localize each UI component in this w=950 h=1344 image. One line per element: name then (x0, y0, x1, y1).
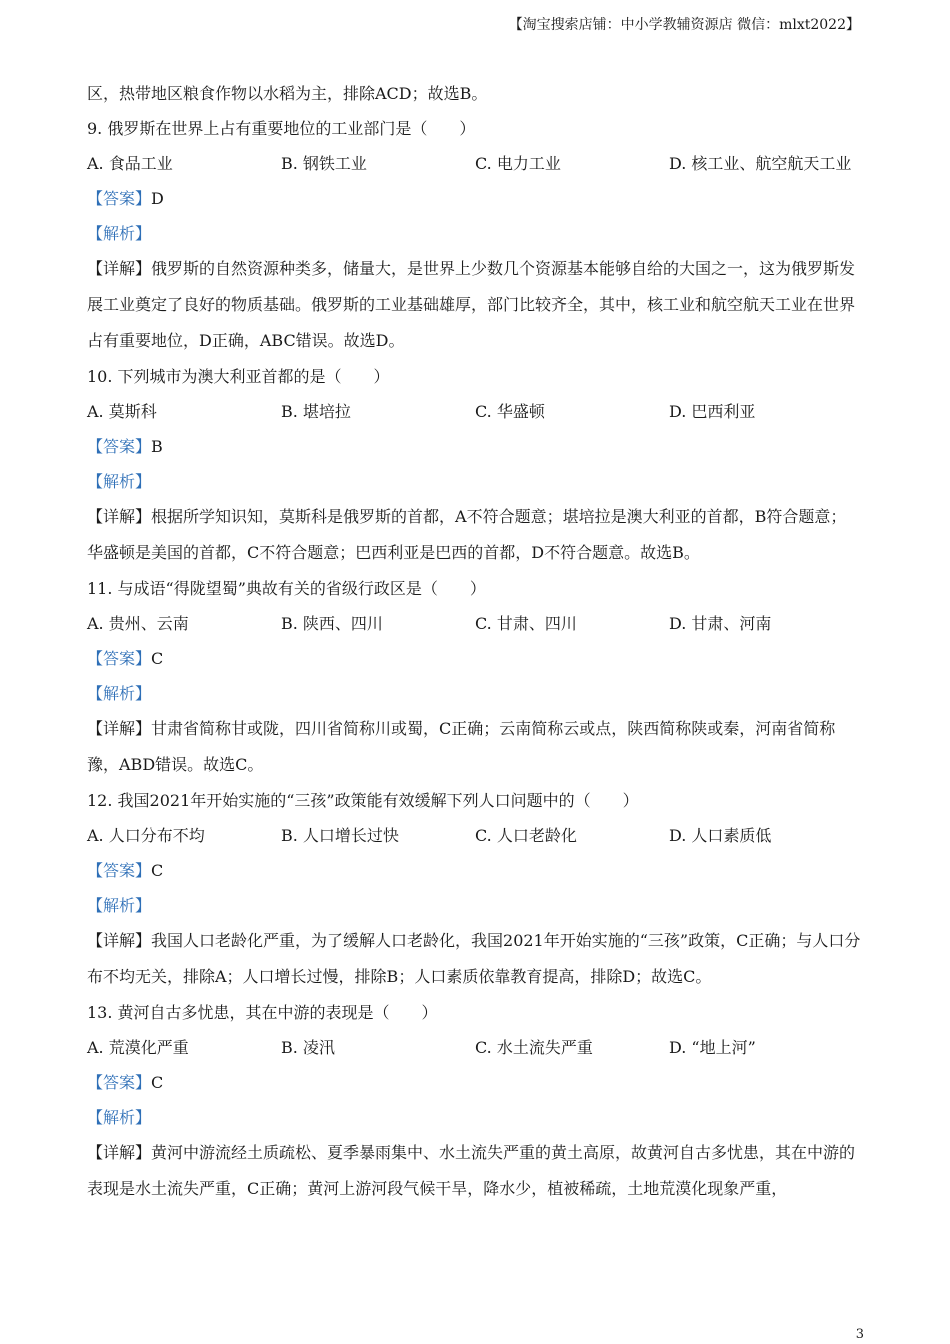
answer-line (87, 641, 862, 676)
answer-value: D (151, 189, 164, 208)
detail-text: 俄罗斯的自然资源种类多，储量大，是世界上少数几个资源基本能够自给的大国之一，这为俄罗斯发展工业奠定了良好的物质基础。俄罗斯的工业基础雄厚，部门比较齐全，其中，核工业和航空航天工业在世界占有重要地位，D正确，ABC错误。故选D。 (87, 259, 856, 350)
detail-text: 我国人口老龄化严重，为了缓解人口老龄化，我国2021年开始实施的“三孩”政策，C正确；与人口分布不均无关，排除A；人口增长过慢，排除B；人口素质依靠教育提高，排除D；故选C。 (87, 931, 861, 986)
analysis-line (87, 216, 862, 251)
detail-label: 【详解】 (87, 507, 152, 526)
option-c: C. 水土流失严重 (475, 1038, 593, 1057)
question-block (87, 783, 862, 995)
option-a: A. 食品工业 (87, 154, 173, 173)
answer-line (87, 181, 862, 216)
option-d: D. 核工业、航空航天工业 (669, 154, 852, 173)
detail-paragraph (87, 711, 862, 783)
page-header: 【淘宝搜索店铺：中小学教辅资源店 微信：mlxt2022】 (508, 17, 860, 33)
question-stem: 11. 与成语“得陇望蜀”典故有关的省级行政区是（ ） (87, 579, 486, 598)
option-a: A. 莫斯科 (87, 402, 157, 421)
detail-paragraph (87, 499, 862, 571)
answer-value: C (151, 1073, 164, 1092)
analysis-label: 【解析】 (87, 224, 152, 243)
answer-label: 【答案】 (87, 649, 152, 668)
analysis-line (87, 888, 862, 923)
question-options (87, 818, 862, 853)
option-b: B. 堪培拉 (281, 402, 351, 421)
detail-paragraph (87, 923, 862, 995)
detail-label: 【详解】 (87, 259, 152, 278)
answer-value: C (151, 861, 164, 880)
answer-label: 【答案】 (87, 1073, 152, 1092)
analysis-label: 【解析】 (87, 1108, 152, 1127)
question-stem: 9. 俄罗斯在世界上占有重要地位的工业部门是（ ） (87, 119, 476, 138)
question-options (87, 394, 862, 429)
answer-label: 【答案】 (87, 861, 152, 880)
option-d: D. 甘肃、河南 (669, 614, 772, 633)
option-d: D. “地上河” (669, 1038, 756, 1057)
question-stem: 12. 我国2021年开始实施的“三孩”政策能有效缓解下列人口问题中的（ ） (87, 791, 639, 810)
option-c: C. 电力工业 (475, 154, 561, 173)
answer-label: 【答案】 (87, 189, 152, 208)
analysis-line (87, 1100, 862, 1135)
document-body (87, 76, 862, 1207)
question-block (87, 571, 862, 783)
answer-value: C (151, 649, 164, 668)
detail-paragraph (87, 1135, 862, 1207)
detail-text: 黄河中游流经土质疏松、夏季暴雨集中、水土流失严重的黄土高原，故黄河自古多忧患，其在中游的表现是水土流失严重，C正确；黄河上游河段气候干旱，降水少，植被稀疏，土地荒漠化现象严重， (87, 1143, 856, 1198)
option-c: C. 甘肃、四川 (475, 614, 577, 633)
option-d: D. 巴西利亚 (669, 402, 756, 421)
page-number: 3 (855, 1327, 864, 1342)
analysis-label: 【解析】 (87, 896, 152, 915)
analysis-line (87, 676, 862, 711)
detail-label: 【详解】 (87, 931, 152, 950)
option-c: C. 华盛顿 (475, 402, 545, 421)
detail-paragraph (87, 251, 862, 359)
option-a: A. 贵州、云南 (87, 614, 189, 633)
answer-line (87, 429, 862, 464)
option-a: A. 荒漠化严重 (87, 1038, 189, 1057)
analysis-line (87, 464, 862, 499)
question-options (87, 146, 862, 181)
question-options (87, 606, 862, 641)
carryover-text: 区，热带地区粮食作物以水稻为主，排除ACD；故选B。 (87, 84, 488, 103)
answer-label: 【答案】 (87, 437, 152, 456)
question-options (87, 1030, 862, 1065)
option-b: B. 钢铁工业 (281, 154, 367, 173)
option-b: B. 凌汛 (281, 1038, 335, 1057)
option-a: A. 人口分布不均 (87, 826, 205, 845)
question-block (87, 111, 862, 359)
question-block (87, 995, 862, 1207)
question-stem: 10. 下列城市为澳大利亚首都的是（ ） (87, 367, 390, 386)
detail-label: 【详解】 (87, 1143, 152, 1162)
question-block (87, 359, 862, 571)
detail-text: 甘肃省简称甘或陇，四川省简称川或蜀，C正确；云南简称云或点，陕西简称陕或秦，河南省简称豫，ABD错误。故选C。 (87, 719, 836, 774)
option-c: C. 人口老龄化 (475, 826, 577, 845)
option-b: B. 人口增长过快 (281, 826, 399, 845)
option-b: B. 陕西、四川 (281, 614, 383, 633)
question-stem: 13. 黄河自古多忧患，其在中游的表现是（ ） (87, 1003, 438, 1022)
option-d: D. 人口素质低 (669, 826, 772, 845)
detail-label: 【详解】 (87, 719, 152, 738)
analysis-label: 【解析】 (87, 472, 152, 491)
analysis-label: 【解析】 (87, 684, 152, 703)
detail-text: 根据所学知识知，莫斯科是俄罗斯的首都，A不符合题意；堪培拉是澳大利亚的首都，B符合题意；华盛顿是美国的首都，C不符合题意；巴西利亚是巴西的首都，D不符合题意。故选B。 (87, 507, 847, 562)
answer-line (87, 853, 862, 888)
answer-value: B (151, 437, 163, 456)
answer-line (87, 1065, 862, 1100)
